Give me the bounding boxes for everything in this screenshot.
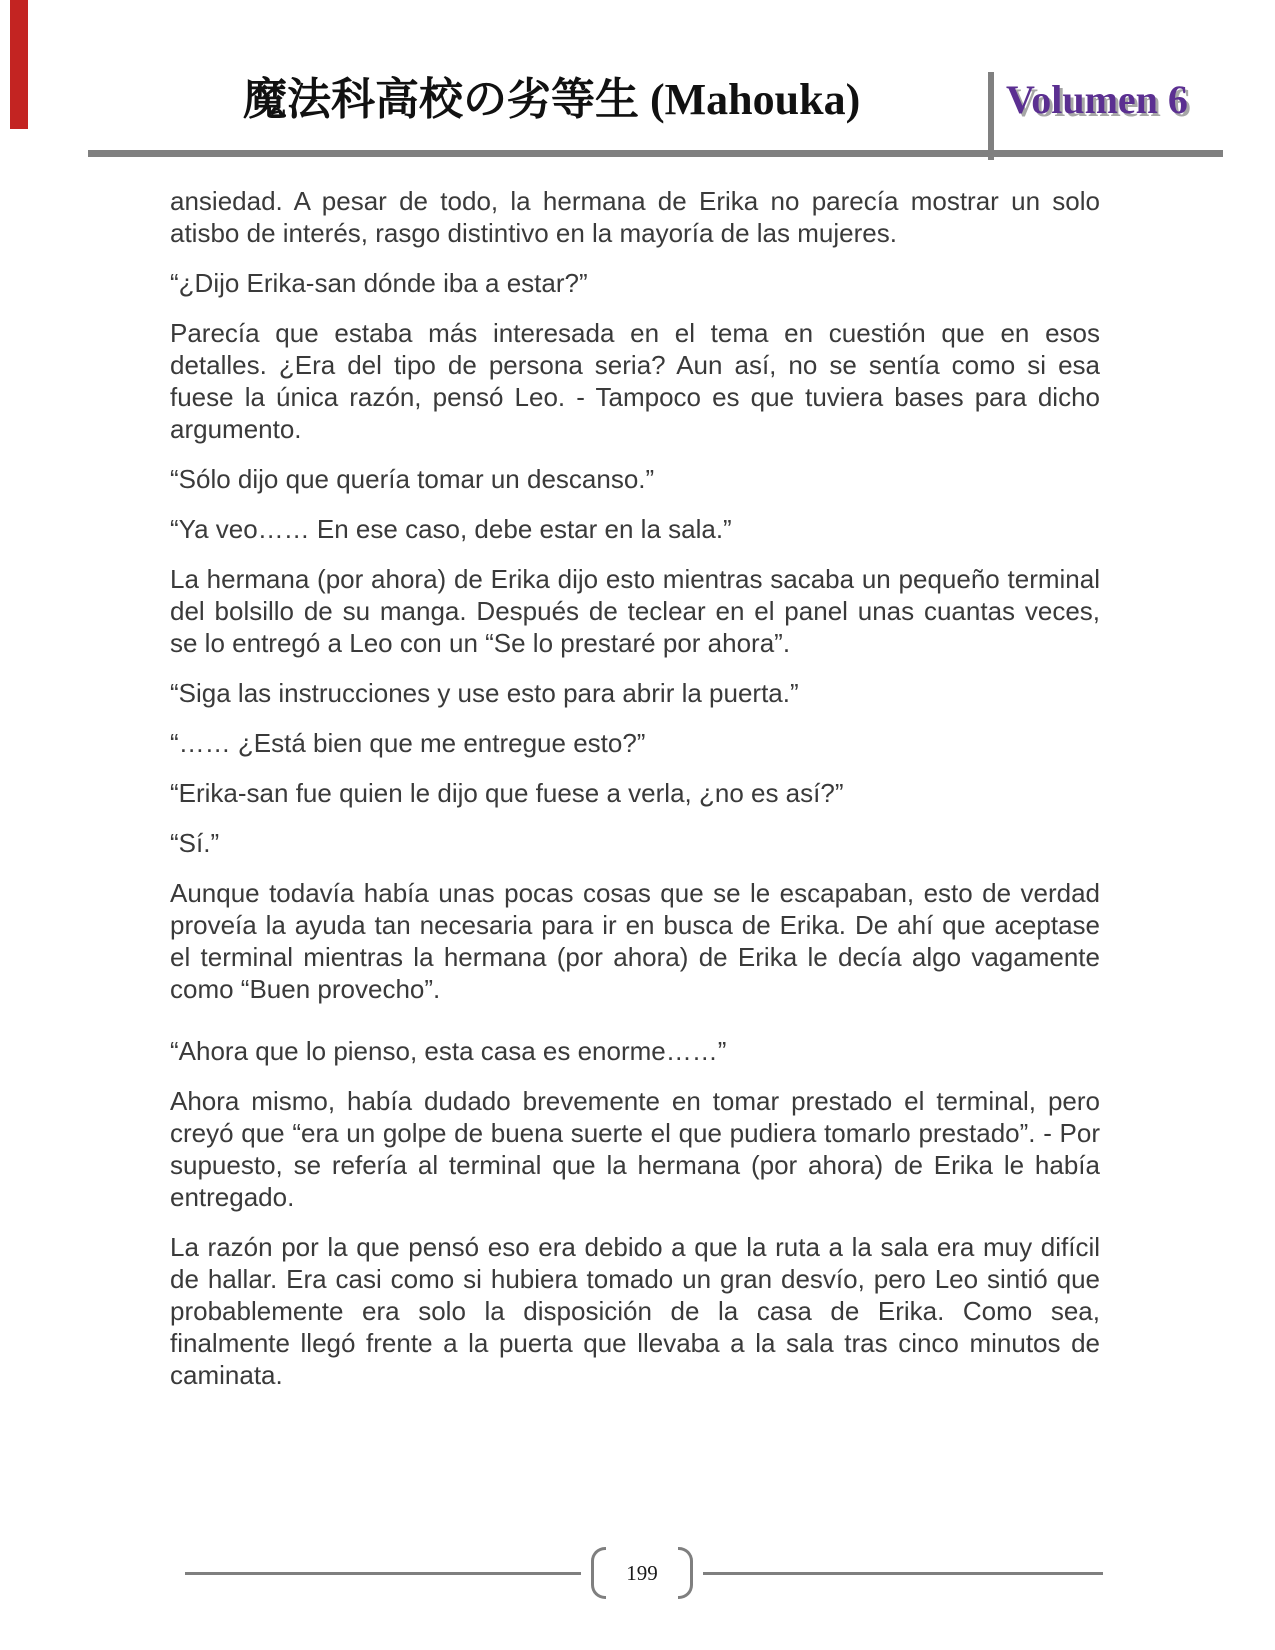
- volume-label: Volumen 6: [1006, 77, 1188, 122]
- page-body: [170, 185, 1100, 1409]
- paragraph: Aunque todavía había unas pocas cosas que se le escapaban, esto de verdad proveía la ayuda tan necesaria para ir en busca de Erika. De ahí que aceptase el terminal mientras la hermana (por ahora) de Erika le decía algo vagamente como “Buen provecho”.: [170, 878, 1100, 1004]
- page-number: 199: [626, 1560, 658, 1585]
- paragraph: ansiedad. A pesar de todo, la hermana de Erika no parecía mostrar un solo atisbo de interés, rasgo distintivo en la mayoría de las mujeres.: [170, 186, 1100, 248]
- footer-rule-left: [185, 1572, 581, 1575]
- document-title: 魔法科高校の劣等生 (Mahouka): [243, 75, 861, 124]
- footer-rule-right: [703, 1572, 1103, 1575]
- dialogue-line: “Ahora que lo pienso, esta casa es enorme……”: [170, 1036, 727, 1066]
- red-ribbon-mark: [10, 0, 28, 129]
- paragraph: La razón por la que pensó eso era debido a que la ruta a la sala era muy difícil de hallar. Era casi como si hubiera tomado un gran desvío, pero Leo sintió que probablemente era solo la disposición de la casa de Erika. Como sea, finalmente llegó frente a la puerta que llevaba a la sala tras cinco minutos de caminata.: [170, 1232, 1100, 1390]
- paragraph: Parecía que estaba más interesada en el tema en cuestión que en esos detalles. ¿Era del tipo de persona seria? Aun así, no se sentía como si esa fuese la única razón, pensó Leo. - Tampoco es que tuviera bases para dicho argumento.: [170, 318, 1100, 444]
- left-bracket: [591, 1547, 606, 1599]
- paragraph: La hermana (por ahora) de Erika dijo esto mientras sacaba un pequeño terminal del bolsillo de su manga. Después de teclear en el panel unas cuantas veces, se lo entregó a Leo con un “Se lo prestaré por ahora”.: [170, 564, 1100, 658]
- dialogue-line: “Ya veo…… En ese caso, debe estar en la sala.”: [170, 514, 732, 544]
- dialogue-line: “Siga las instrucciones y use esto para abrir la puerta.”: [170, 678, 799, 708]
- page-footer: [185, 1545, 1103, 1601]
- header-divider-bar: [988, 72, 994, 160]
- right-bracket: [678, 1547, 693, 1599]
- dialogue-line: “Erika-san fue quien le dijo que fuese a verla, ¿no es así?”: [170, 778, 844, 808]
- dialogue-line: “…… ¿Está bien que me entregue esto?”: [170, 728, 646, 758]
- dialogue-line: “Sí.”: [170, 828, 220, 858]
- dialogue-line: “Sólo dijo que quería tomar un descanso.”: [170, 464, 655, 494]
- dialogue-line: “¿Dijo Erika-san dónde iba a estar?”: [170, 268, 588, 298]
- paragraph: Ahora mismo, había dudado brevemente en tomar prestado el terminal, pero creyó que “era un golpe de buena suerte el que pudiera tomarlo prestado”. - Por supuesto, se refería al terminal que la hermana (por ahora) de Erika le había entregado.: [170, 1086, 1100, 1212]
- header-rule: [88, 150, 1223, 157]
